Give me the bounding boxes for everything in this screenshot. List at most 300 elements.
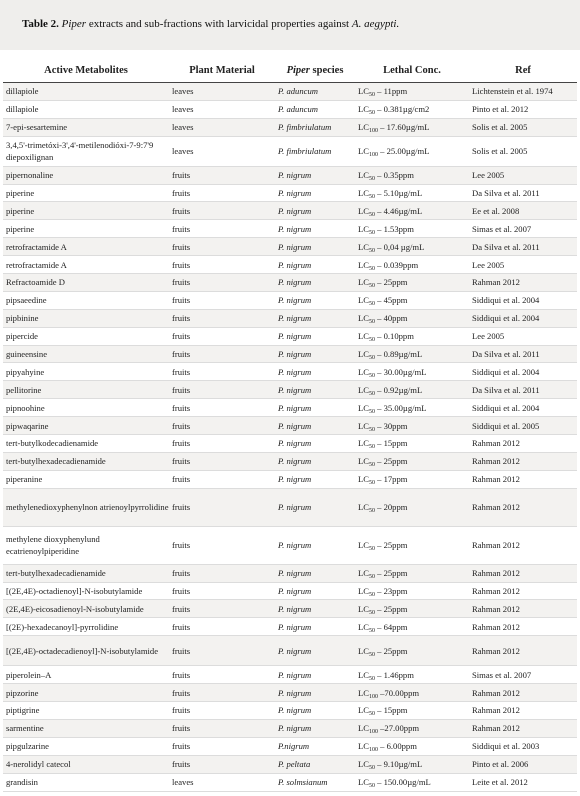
lethal-conc-cell xyxy=(355,666,469,684)
ref-cell: Solis et al. 2005 xyxy=(469,118,577,136)
species-cell: P. nigrum xyxy=(275,666,355,684)
metabolite-cell: piperine xyxy=(3,184,169,202)
species-cell: P. nigrum xyxy=(275,202,355,220)
lc-subscript: 50 xyxy=(368,462,375,469)
lc-subscript: 50 xyxy=(368,651,375,658)
table-row xyxy=(3,773,577,791)
species-cell: P. fimbriulatum xyxy=(275,118,355,136)
lc-label: LC xyxy=(358,705,369,716)
lc-label: LC xyxy=(358,366,369,377)
ref-cell: Rahman 2012 xyxy=(469,526,577,564)
metabolite-cell: dillapiole xyxy=(3,83,169,101)
plant-material-cell: leaves xyxy=(169,100,275,118)
lc-value: – 15ppm xyxy=(374,705,408,716)
lc-label: LC xyxy=(358,568,369,579)
lc-label: LC xyxy=(358,259,369,270)
species-cell: P. aduncum xyxy=(275,83,355,101)
lethal-conc-cell xyxy=(355,452,469,470)
lc-subscript: 100 xyxy=(368,747,378,754)
metabolite-cell: pipyahyine xyxy=(3,363,169,381)
metabolite-cell: tert-butylhexadecadienamide xyxy=(3,452,169,470)
table-row xyxy=(3,238,577,256)
lc-value: – 30.00µg/mL xyxy=(374,366,427,377)
plant-material-cell: fruits xyxy=(169,526,275,564)
species-cell: P. nigrum xyxy=(275,291,355,309)
species-cell: P. solmsianum xyxy=(275,773,355,791)
lc-value: – 35.00µg/mL xyxy=(374,402,427,413)
lc-subscript: 50 xyxy=(368,92,375,99)
lethal-conc-cell xyxy=(355,363,469,381)
ref-cell: Da Silva et al. 2011 xyxy=(469,345,577,363)
plant-material-cell: fruits xyxy=(169,564,275,582)
lethal-conc-cell xyxy=(355,399,469,417)
plant-material-cell: fruits xyxy=(169,417,275,435)
lc-subscript: 50 xyxy=(368,194,375,200)
table-row xyxy=(3,274,577,292)
ref-cell: Da Silva et al. 2011 xyxy=(469,238,577,256)
plant-material-cell: leaves xyxy=(169,83,275,101)
plant-material-cell: fruits xyxy=(169,702,275,720)
ref-cell: Siddiqui et al. 2004 xyxy=(469,399,577,417)
species-cell: P. nigrum xyxy=(275,582,355,600)
species-cell: P. peltata xyxy=(275,755,355,773)
lc-subscript: 50 xyxy=(368,229,375,236)
species-cell: P. nigrum xyxy=(275,618,355,636)
species-cell: P.nigrum xyxy=(275,737,355,755)
lc-subscript: 50 xyxy=(368,480,375,487)
lethal-conc-cell xyxy=(355,100,469,118)
ref-cell: Lee 2005 xyxy=(469,327,577,345)
species-cell: P. nigrum xyxy=(275,238,355,256)
plant-material-cell: fruits xyxy=(169,618,275,636)
ref-cell: Da Silva et al. 2011 xyxy=(469,381,577,399)
plant-material-cell: fruits xyxy=(169,666,275,684)
lc-label: LC xyxy=(358,223,369,234)
metabolite-cell: grandisin xyxy=(3,773,169,791)
metabolite-cell: piperine xyxy=(3,220,169,238)
lc-label: LC xyxy=(358,205,369,216)
table-row xyxy=(3,618,577,636)
lethal-conc-cell xyxy=(355,309,469,327)
species-cell: P. nigrum xyxy=(275,184,355,202)
table-row xyxy=(3,327,577,345)
table-row xyxy=(3,564,577,582)
lc-subscript: 50 xyxy=(368,265,375,272)
lc-label: LC xyxy=(358,104,369,115)
lethal-conc-cell xyxy=(355,684,469,702)
lethal-conc-cell xyxy=(355,136,469,166)
lc-value: – 1.53ppm xyxy=(374,223,414,234)
species-cell: P. nigrum xyxy=(275,399,355,417)
table-row xyxy=(3,582,577,600)
header-species-rest: species xyxy=(309,64,344,76)
ref-cell: Rahman 2012 xyxy=(469,470,577,488)
metabolite-cell: [(2E)-hexadecanoyl]-pyrrolidine xyxy=(3,618,169,636)
lc-value: – 40ppm xyxy=(374,313,408,324)
lc-subscript: 50 xyxy=(368,319,375,326)
lc-subscript: 50 xyxy=(368,592,375,599)
lc-value: – 0.92µg/mL xyxy=(374,384,423,395)
ref-cell: Simas et al. 2007 xyxy=(469,220,577,238)
lethal-conc-cell xyxy=(355,202,469,220)
lc-value: – 25ppm xyxy=(374,603,408,614)
table-row xyxy=(3,435,577,453)
ref-cell: Rahman 2012 xyxy=(469,564,577,582)
table-row xyxy=(3,684,577,702)
plant-material-cell: fruits xyxy=(169,755,275,773)
lethal-conc-cell xyxy=(355,564,469,582)
plant-material-cell: leaves xyxy=(169,773,275,791)
lethal-conc-cell xyxy=(355,702,469,720)
lc-subscript: 100 xyxy=(368,152,378,159)
lc-label: LC xyxy=(358,777,369,788)
lethal-conc-cell xyxy=(355,238,469,256)
lc-label: LC xyxy=(358,621,369,632)
lc-subscript: 50 xyxy=(368,675,375,682)
ref-cell: Rahman 2012 xyxy=(469,636,577,666)
ref-cell: Rahman 2012 xyxy=(469,582,577,600)
lethal-conc-cell xyxy=(355,737,469,755)
lc-value: – 23ppm xyxy=(374,586,408,597)
metabolite-cell: pipzorine xyxy=(3,684,169,702)
lc-value: – 25.00µg/mL xyxy=(377,146,430,157)
lethal-conc-cell xyxy=(355,118,469,136)
lc-subscript: 50 xyxy=(368,110,375,117)
plant-material-cell: fruits xyxy=(169,435,275,453)
plant-material-cell: fruits xyxy=(169,684,275,702)
plant-material-cell: fruits xyxy=(169,582,275,600)
lc-label: LC xyxy=(358,188,369,198)
table-row xyxy=(3,600,577,618)
table-row xyxy=(3,381,577,399)
lethal-conc-cell xyxy=(355,274,469,292)
ref-cell: Pinto et al. 2012 xyxy=(469,100,577,118)
table-caption xyxy=(0,0,580,50)
plant-material-cell: fruits xyxy=(169,381,275,399)
lc-value: – 0.10ppm xyxy=(374,331,414,342)
lethal-conc-cell xyxy=(355,719,469,737)
plant-material-cell: fruits xyxy=(169,488,275,526)
ref-cell: Siddiqui et al. 2005 xyxy=(469,417,577,435)
lc-value: –27.00ppm xyxy=(377,723,420,734)
lc-subscript: 50 xyxy=(368,444,375,451)
table-row xyxy=(3,136,577,166)
ref-cell: Rahman 2012 xyxy=(469,719,577,737)
ref-cell: Pinto et al. 2006 xyxy=(469,755,577,773)
species-cell: P. nigrum xyxy=(275,564,355,582)
species-cell: P. nigrum xyxy=(275,452,355,470)
metabolite-cell: [(2E,4E)-octadecadienoyl]-N-isobutylamide xyxy=(3,636,169,666)
lc-value: – 6.00ppm xyxy=(377,741,417,752)
lc-label: LC xyxy=(358,669,369,680)
species-cell: P. nigrum xyxy=(275,363,355,381)
lc-subscript: 50 xyxy=(368,337,375,344)
metabolite-cell: Refractoamide D xyxy=(3,274,169,292)
table-row xyxy=(3,636,577,666)
ref-cell: Lee 2005 xyxy=(469,256,577,274)
metabolite-cell: methylene dioxyphenylund ecatrienoylpiperidine xyxy=(3,526,169,564)
lc-subscript: 50 xyxy=(368,546,375,553)
table-row xyxy=(3,83,577,101)
metabolite-cell: 3,4,5'-trimetóxi-3',4'-metilenodióxi-7-9:7'9 diepoxilignan xyxy=(3,136,169,166)
lc-subscript: 50 xyxy=(368,426,375,433)
lc-label: LC xyxy=(358,456,369,467)
metabolite-cell: pipbinine xyxy=(3,309,169,327)
lc-label: LC xyxy=(358,402,369,413)
table-row xyxy=(3,719,577,737)
lc-label: LC xyxy=(358,687,369,698)
plant-material-cell: leaves xyxy=(169,136,275,166)
ref-cell: Siddiqui et al. 2004 xyxy=(469,291,577,309)
lc-value: – 17ppm xyxy=(374,474,408,485)
plant-material-cell: fruits xyxy=(169,345,275,363)
lethal-conc-cell xyxy=(355,526,469,564)
lethal-conc-cell xyxy=(355,220,469,238)
metabolite-cell: methylenedioxyphenylnon atrienoylpyrrolidine xyxy=(3,488,169,526)
lethal-conc-cell xyxy=(355,184,469,202)
species-cell: P. nigrum xyxy=(275,488,355,526)
metabolite-cell: 7-epi-sesartemine xyxy=(3,118,169,136)
metabolite-cell: sarmentine xyxy=(3,719,169,737)
ref-cell: Solis et al. 2005 xyxy=(469,136,577,166)
table-row xyxy=(3,202,577,220)
lc-subscript: 50 xyxy=(368,301,375,308)
table-row xyxy=(3,166,577,184)
lc-value: – 150.00µg/mL xyxy=(374,777,431,788)
table-row xyxy=(3,345,577,363)
lc-subscript: 50 xyxy=(368,627,375,634)
lc-label: LC xyxy=(358,146,369,157)
lethal-conc-cell xyxy=(355,488,469,526)
lc-subscript: 50 xyxy=(368,283,375,290)
species-cell: P. nigrum xyxy=(275,636,355,666)
lc-value: –70.00ppm xyxy=(377,687,420,698)
ref-cell: Siddiqui et al. 2004 xyxy=(469,363,577,381)
plant-material-cell: leaves xyxy=(169,118,275,136)
lethal-conc-cell xyxy=(355,256,469,274)
lc-value: – 64ppm xyxy=(374,621,408,632)
metabolite-cell: dillapiole xyxy=(3,100,169,118)
species-cell: P. nigrum xyxy=(275,309,355,327)
lc-value: – 25ppm xyxy=(374,277,408,288)
lc-subscript: 50 xyxy=(368,355,375,362)
lc-label: LC xyxy=(358,741,369,752)
lc-label: LC xyxy=(358,540,369,551)
ref-cell: Lee 2005 xyxy=(469,166,577,184)
metabolite-cell: tert-butylkodecadienamide xyxy=(3,435,169,453)
lc-subscript: 50 xyxy=(368,372,375,379)
lc-label: LC xyxy=(358,438,369,449)
ref-cell: Rahman 2012 xyxy=(469,618,577,636)
lc-value: – 0.89µg/mL xyxy=(374,349,423,360)
lc-subscript: 50 xyxy=(368,247,375,254)
lc-subscript: 50 xyxy=(368,408,375,415)
table-row xyxy=(3,220,577,238)
metabolite-cell: pipwaqarine xyxy=(3,417,169,435)
lc-value: – 25ppm xyxy=(374,540,408,551)
lc-label: LC xyxy=(358,241,369,252)
species-cell: P. nigrum xyxy=(275,684,355,702)
table-row xyxy=(3,184,577,202)
ref-cell: Rahman 2012 xyxy=(469,452,577,470)
plant-material-cell: fruits xyxy=(169,202,275,220)
lc-value: – 0.039ppm xyxy=(374,259,419,270)
lethal-conc-cell xyxy=(355,417,469,435)
ref-cell: Siddiqui et al. 2003 xyxy=(469,737,577,755)
metabolite-cell: pipernonaline xyxy=(3,166,169,184)
table-row xyxy=(3,666,577,684)
metabolite-cell: [(2E,4E)-octadienoyl]-N-isobutylamide xyxy=(3,582,169,600)
ref-cell: Rahman 2012 xyxy=(469,702,577,720)
table-row xyxy=(3,452,577,470)
ref-cell: Simas et al. 2007 xyxy=(469,666,577,684)
lc-value: – 25ppm xyxy=(374,456,408,467)
caption-genus: Piper xyxy=(61,18,87,30)
lethal-conc-cell xyxy=(355,327,469,345)
plant-material-cell: fruits xyxy=(169,470,275,488)
ref-cell: Rahman 2012 xyxy=(469,684,577,702)
lc-label: LC xyxy=(358,474,369,485)
table-row xyxy=(3,755,577,773)
table-row xyxy=(3,399,577,417)
plant-material-cell: fruits xyxy=(169,184,275,202)
lc-value: – 15ppm xyxy=(374,438,408,449)
plant-material-cell: fruits xyxy=(169,737,275,755)
table-row xyxy=(3,309,577,327)
ref-cell: Rahman 2012 xyxy=(469,600,577,618)
metabolite-cell: retrofractamide A xyxy=(3,256,169,274)
metabolite-cell: pipnoohine xyxy=(3,399,169,417)
plant-material-cell: fruits xyxy=(169,363,275,381)
lc-value: – 0.381µg/cm2 xyxy=(374,104,430,115)
lc-value: – 45ppm xyxy=(374,295,408,306)
lc-value: – 30ppm xyxy=(374,420,408,431)
header-active-metabolites: Active Metabolites xyxy=(3,58,169,83)
metabolite-cell: tert-butylhexadecadienamide xyxy=(3,564,169,582)
lc-label: LC xyxy=(358,603,369,614)
metabolite-cell: piperolein–A xyxy=(3,666,169,684)
ref-cell: Ee et al. 2008 xyxy=(469,202,577,220)
species-cell: P. nigrum xyxy=(275,470,355,488)
lethal-conc-cell xyxy=(355,755,469,773)
metabolite-cell: retrofractamide A xyxy=(3,238,169,256)
table-row xyxy=(3,100,577,118)
lethal-conc-cell xyxy=(355,636,469,666)
lc-value: – 25ppm xyxy=(374,568,408,579)
plant-material-cell: fruits xyxy=(169,238,275,256)
plant-material-cell: fruits xyxy=(169,291,275,309)
table-row xyxy=(3,737,577,755)
table-row xyxy=(3,702,577,720)
metabolite-cell: piptigrine xyxy=(3,702,169,720)
plant-material-cell: fruits xyxy=(169,274,275,292)
lc-value: – 25ppm xyxy=(374,645,408,656)
plant-material-cell: fruits xyxy=(169,309,275,327)
lethal-conc-cell xyxy=(355,83,469,101)
lc-label: LC xyxy=(358,331,369,342)
ref-cell: Rahman 2012 xyxy=(469,435,577,453)
lc-label: LC xyxy=(358,723,369,734)
table-row xyxy=(3,256,577,274)
ref-cell: Leite et al. 2012 xyxy=(469,773,577,791)
header-ref: Ref xyxy=(469,58,577,83)
metabolite-cell: 4-nerolidyl catecol xyxy=(3,755,169,773)
metabolite-cell: pipercide xyxy=(3,327,169,345)
species-cell: P. nigrum xyxy=(275,256,355,274)
species-cell: P. nigrum xyxy=(275,417,355,435)
metabolite-cell: piperine xyxy=(3,202,169,220)
lc-label: LC xyxy=(358,313,369,324)
lc-label: LC xyxy=(358,122,369,133)
species-cell: P. nigrum xyxy=(275,345,355,363)
lc-value: – 9.10µg/mL xyxy=(374,759,423,770)
caption-species: A. aegypti. xyxy=(351,18,400,30)
metabolite-cell: piperanine xyxy=(3,470,169,488)
header-piper-species xyxy=(275,58,355,83)
ref-cell: Rahman 2012 xyxy=(469,488,577,526)
lc-subscript: 50 xyxy=(368,765,375,772)
lc-value: – 1.46ppm xyxy=(374,669,414,680)
lc-subscript: 50 xyxy=(368,609,375,616)
lc-subscript: 50 xyxy=(368,211,375,218)
species-cell: P. nigrum xyxy=(275,435,355,453)
plant-material-cell: fruits xyxy=(169,256,275,274)
lc-label: LC xyxy=(358,586,369,597)
lc-value: – 17.60µg/mL xyxy=(377,122,430,133)
ref-cell: Rahman 2012 xyxy=(469,274,577,292)
lc-value: – 11ppm xyxy=(374,86,408,97)
lethal-conc-cell xyxy=(355,618,469,636)
lc-subscript: 50 xyxy=(368,783,375,790)
lc-subscript: 50 xyxy=(368,508,375,515)
metabolite-cell: guineensine xyxy=(3,345,169,363)
metabolite-cell: pipsaeedine xyxy=(3,291,169,309)
lc-subscript: 50 xyxy=(368,574,375,581)
lethal-conc-cell xyxy=(355,291,469,309)
plant-material-cell: fruits xyxy=(169,452,275,470)
lc-label: LC xyxy=(358,420,369,431)
metabolite-cell: pipgulzarine xyxy=(3,737,169,755)
lc-subscript: 50 xyxy=(368,176,375,183)
lc-label: LC xyxy=(358,170,369,181)
plant-material-cell: fruits xyxy=(169,327,275,345)
ref-cell: Lichtenstein et al. 1974 xyxy=(469,83,577,101)
header-lethal-conc: Lethal Conc. xyxy=(355,58,469,83)
lethal-conc-cell xyxy=(355,435,469,453)
plant-material-cell: fruits xyxy=(169,166,275,184)
lethal-conc-cell xyxy=(355,381,469,399)
caption-label: Table 2. xyxy=(22,18,59,30)
metabolite-cell: pellitorine xyxy=(3,381,169,399)
lethal-conc-cell xyxy=(355,345,469,363)
lc-subscript: 50 xyxy=(368,711,375,718)
table-row xyxy=(3,417,577,435)
ref-cell: Da Silva et al. 2011 xyxy=(469,184,577,202)
lc-label: LC xyxy=(358,759,369,770)
species-cell: P. nigrum xyxy=(275,166,355,184)
species-cell: P. nigrum xyxy=(275,600,355,618)
lc-subscript: 100 xyxy=(368,693,378,700)
ref-cell: Siddiqui et al. 2004 xyxy=(469,309,577,327)
lc-value: – 20ppm xyxy=(374,502,408,513)
table-row xyxy=(3,470,577,488)
lethal-conc-cell xyxy=(355,166,469,184)
lc-label: LC xyxy=(358,295,369,306)
species-cell: P. nigrum xyxy=(275,274,355,292)
lc-label: LC xyxy=(358,645,369,656)
table-row xyxy=(3,291,577,309)
plant-material-cell: fruits xyxy=(169,636,275,666)
